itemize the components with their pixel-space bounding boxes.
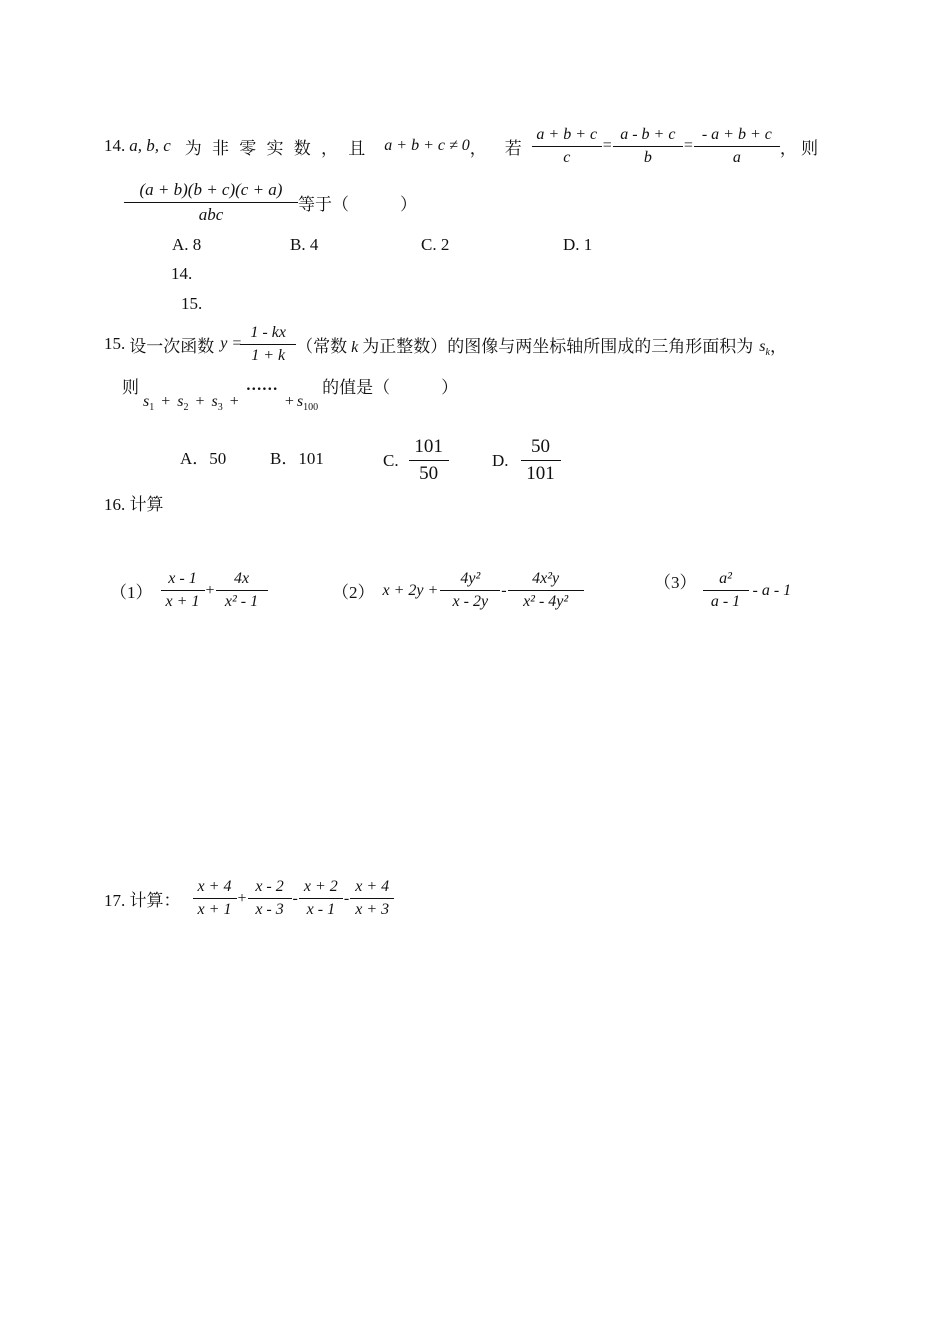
q14-equals-1: = xyxy=(602,137,612,154)
q16-part-2 xyxy=(332,570,582,611)
q14-option-b: B. 4 xyxy=(290,235,319,254)
q16-part-3 xyxy=(654,570,791,611)
q16-p3-label: （3） xyxy=(654,573,697,592)
q16-title: 16. 计算 xyxy=(104,495,164,514)
q15-sum: $s_1 + s_2 + s_3$ + ······ + $s_{100}$ xyxy=(143,380,319,414)
q16-p1-op: + xyxy=(205,581,215,599)
q14-expression: $\frac{(a + b)(b + c)(c + a)}{\text{abc}}$ xyxy=(126,180,296,225)
q14-condition: a + b + c ≠ 0 xyxy=(384,137,470,154)
q16-p2-fraction-a: $\frac{\text{4y²}}{x - 2y}$ xyxy=(442,570,498,611)
q15-stem-line1 xyxy=(104,320,787,368)
q14-number: 14. xyxy=(104,136,126,155)
q14-fraction-3: $\frac{- a + b + c}{a}$ xyxy=(696,126,778,167)
q16-part-1 xyxy=(110,570,266,611)
q15-option-b: B．101 xyxy=(270,449,324,468)
q15-option-c: C. $\frac{101}{50}$ xyxy=(383,436,447,485)
q14-option-d: D. 1 xyxy=(563,235,593,254)
q15-y-equals: y = xyxy=(220,335,243,352)
q14-fraction-2: $\frac{a - b + c}{b}$ xyxy=(615,126,681,167)
q16-p1-fraction-a: $\frac{x - 1}{x + 1}$ xyxy=(163,570,203,611)
q14-stem-line1 xyxy=(104,122,818,170)
stray-label-15: 15. xyxy=(181,294,203,313)
q15-number: 15. xyxy=(104,334,126,353)
q14-vars: a, b, c xyxy=(129,136,171,155)
q17-line xyxy=(104,878,392,919)
q17-term-1: $\frac{x + 4}{x + 1}$ xyxy=(195,878,235,919)
q16-p2-op: - xyxy=(501,581,507,599)
q14-equals-2: = xyxy=(683,137,693,154)
q15-option-a: A．50 xyxy=(180,449,227,468)
q14-fraction-1: $\frac{a + b + c}{c}$ xyxy=(534,126,600,167)
q14-option-a: A. 8 xyxy=(172,235,202,254)
q14-stem-b: 若 xyxy=(504,138,522,158)
q17-term-2: $\frac{x - 2}{x - 3}$ xyxy=(250,878,290,919)
q17-term-3: $\frac{x + 2}{x - 1}$ xyxy=(301,878,341,919)
q15-stem-b: （常数 xyxy=(296,336,348,356)
q17-op-2: - xyxy=(292,889,298,907)
q16-p3-tail: - a - 1 xyxy=(752,581,792,599)
q17-term-4: $\frac{x + 4}{x + 3}$ xyxy=(352,878,392,919)
q15-k: k xyxy=(351,339,359,356)
q15-stem-d: 的值是（ ） xyxy=(322,377,459,397)
q14-stem-c: ， 则 xyxy=(779,138,819,158)
q15-then: 则 xyxy=(122,377,139,397)
q14-stem-a: 为 非 零 实 数 ， 且 xyxy=(184,138,369,158)
q15-stem-c: 为正整数）的图像与两坐标轴所围成的三角形面积为 xyxy=(362,336,754,356)
q14-comma: ， xyxy=(469,138,487,158)
q14-stem-line2 xyxy=(126,176,417,228)
q14-option-c: C. 2 xyxy=(421,235,450,254)
q14-stem-d: 等于（ ） xyxy=(298,194,417,214)
stray-label-14: 14. xyxy=(171,264,193,283)
q15-sk: $s_k$ xyxy=(759,337,770,359)
q16-p2-lead: x + 2y + xyxy=(382,581,439,599)
q16-p1-label: （1） xyxy=(110,583,153,602)
q17-op-1: + xyxy=(237,889,247,907)
q16-p1-fraction-b: $\frac{4x}{\text{x² - 1}}$ xyxy=(218,570,266,611)
q17-op-3: - xyxy=(343,889,350,907)
q16-p2-label: （2） xyxy=(332,583,375,602)
q15-option-d: D. $\frac{50}{101}$ xyxy=(492,436,559,485)
q15-comma: ， xyxy=(769,336,787,356)
q15-stem-line2 xyxy=(122,372,458,418)
q15-function-fraction: $\frac{1 - kx}{1 + k}$ xyxy=(242,324,294,365)
q15-stem-a: 设一次函数 xyxy=(129,336,215,356)
q16-p2-fraction-b: $\frac{\text{4x²y}}{\text{x² - 4y²}}$ xyxy=(510,570,582,611)
q17-title: 17. 计算： xyxy=(104,891,181,910)
q16-p3-fraction: $\frac{\text{a²}}{a - 1}$ xyxy=(705,570,747,611)
